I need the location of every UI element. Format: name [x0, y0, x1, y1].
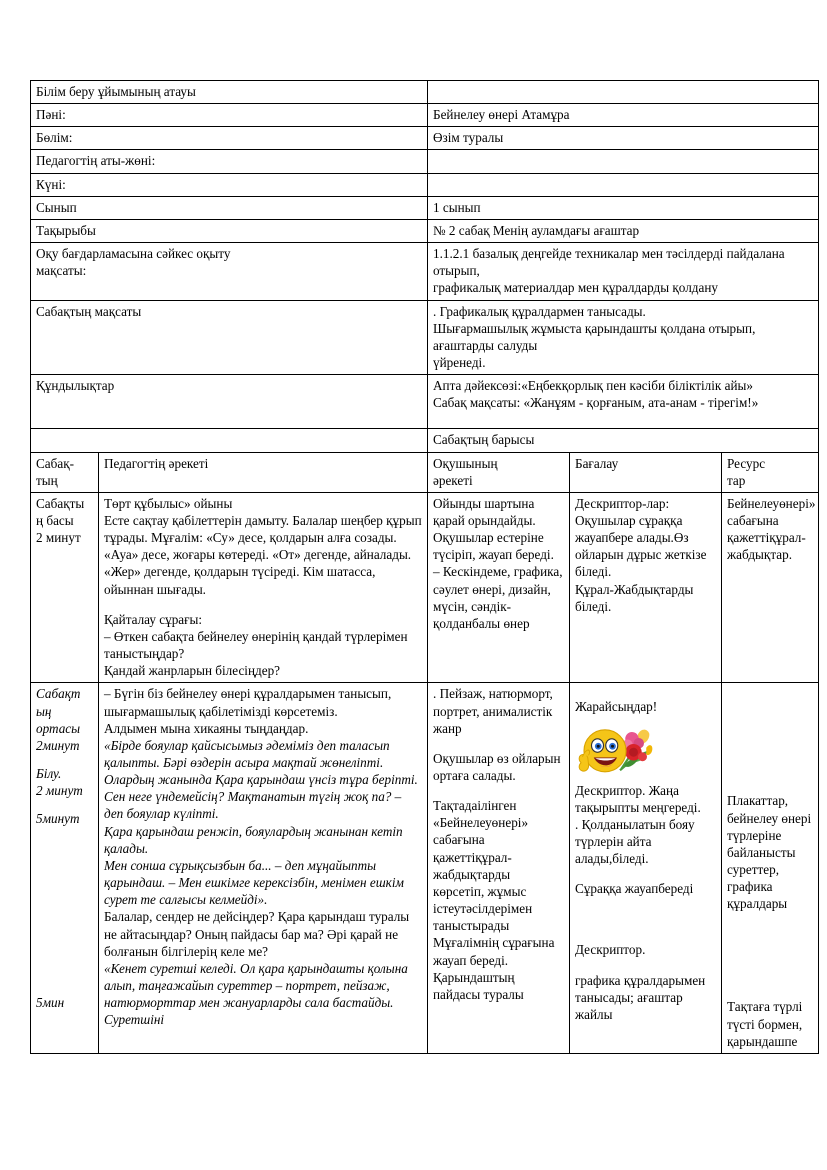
lesson-plan-table [30, 80, 819, 1054]
values-line2: Сабақ мақсаты: «Жанұям - қорғаным, ата-анам - тірегім!» [433, 395, 759, 411]
column-header-student [428, 452, 570, 492]
curriculum-objective-line1: 1.1.2.1 базалық деңгейде техникалар мен тәсілдерді пайдалана отырып, [433, 246, 785, 279]
table-row-org-name [31, 81, 819, 104]
evaluation-para-3: Құрал-Жабдықтарды біледі. [575, 581, 694, 614]
label-curriculum-objective [31, 243, 428, 300]
column-header-resource [722, 452, 819, 492]
teacher-block-7: Балалар, сендер не дейсіңдер? Қара қарындаш туралы не айтасыңдар? Оның пайдасы бар ма? Әрі қарай не болғанын білгілерің келе ме? [104, 909, 410, 959]
value-subject: Бейнелеу өнері Атамұра [428, 104, 819, 127]
teacher-block-3: «Бірде бояулар қайсысымыз әдеміміз деп таласып қалыпты. Бәрі өздерін асыра мақтай жөнеліпті. Олардың жанында Қара қарындаш үнсіз тұра беріпті. [104, 737, 418, 788]
course-banner-empty-cell [31, 428, 428, 452]
value-lesson-goal [428, 300, 819, 375]
teacher-activity-para-5: Қандай жанрларын білесіңдер? [104, 663, 281, 679]
column-header-evaluation: Бағалау [570, 452, 722, 492]
time-spacer-4 [36, 853, 93, 879]
label-section: Бөлім: [31, 127, 428, 150]
teacher-block-6: Мен сонша сұрықсызбын ба... – деп мұңайыпты қарындаш. – Мен ешкімге керексізбін, менімен ешкім сурет те салғысы келмейді». [104, 857, 404, 908]
lesson-goal-line3: үйренеді. [433, 355, 486, 371]
lesson-middle-time [31, 683, 99, 1054]
lesson-start-time [31, 492, 99, 683]
teacher-activity-para-4: – Өткен сабақта бейнелеу өнерінің қандай түрлерімен таныстыңдар? [104, 628, 408, 662]
lesson-middle-time-line5: Білу. [36, 766, 62, 781]
lesson-start-evaluation [570, 492, 722, 683]
teacher-activity-para-3: Қайталау сұрағы: [104, 611, 203, 627]
resource-para-1: Бейнелеуөнері» сабағына қажеттіқұрал- [727, 495, 816, 546]
lesson-middle-resources [722, 683, 819, 1054]
table-row-teacher-name [31, 150, 819, 173]
value-section: Өзім туралы [428, 127, 819, 150]
smiley-thumbs-up-flowers-emoji [575, 722, 653, 778]
value-values [428, 375, 819, 428]
lesson-start-teacher-activity [99, 492, 428, 683]
column-header-student-line2: әрекеті [433, 472, 473, 488]
column-header-time-line1: Сабақ- [36, 455, 75, 471]
evaluation-block-2: . Қолданылатын бояу түрлерін айта алады,біледі. [575, 816, 695, 867]
evaluation-block-4: Дескриптор. [575, 942, 646, 958]
table-row-date [31, 173, 819, 196]
teacher-block-4: Сен неге үндемейсің? Мақтанатын түгің жоқ па? – деп бояулар күліпті. [104, 789, 402, 822]
column-header-teacher: Педагогтің әрекеті [99, 452, 428, 492]
student-block-1: . Пейзаж, натюрморт, портрет, анималистік жанр [433, 686, 553, 736]
table-row-values [31, 375, 819, 428]
value-date [428, 173, 819, 196]
student-block-2: Оқушылар өз ойларын ортаға салады. [433, 750, 561, 783]
time-spacer-2 [36, 799, 93, 810]
table-row-curriculum-objective [31, 243, 819, 300]
resource-block-1: Плакаттар, бейнелеу өнері түрлеріне байланысты суреттер, графика құралдары [727, 793, 812, 912]
lesson-middle-time-line6: 2 минут [36, 783, 83, 799]
value-org-name [428, 81, 819, 104]
teacher-block-5: Қара қарындаш ренжіп, бояулардың жанынан кетіп қалады. [104, 823, 403, 856]
time-spacer-8 [36, 957, 93, 983]
column-header-student-line1: Оқушының [433, 455, 498, 471]
lesson-start-student-activity [428, 492, 570, 683]
lesson-start-time-line1: Сабақты [36, 495, 85, 511]
column-header-resource-line1: Ресурс [727, 455, 766, 471]
value-curriculum-objective [428, 243, 819, 300]
values-spacer [433, 412, 813, 425]
column-header-time-line2: тың [36, 472, 58, 488]
lesson-middle-student-activity [428, 683, 570, 1054]
student-activity-para-1: Ойынды шартына қарай орындайды. Оқушылар естеріне түсіріп, жауап береді. [433, 495, 554, 563]
table-row-column-headers [31, 452, 819, 492]
teacher-block-2: Алдымен мына хикаяны тыңдаңдар. [104, 720, 309, 736]
time-spacer-5 [36, 879, 93, 905]
lesson-middle-time-line4: 2минут [36, 737, 80, 753]
lesson-middle-time-line1: Сабақт [36, 686, 81, 702]
lesson-goal-line1: . Графикалық құралдармен танысады. [433, 303, 646, 319]
resource-block-2: Тақтаға түрлі түсті бормен, қарындашпе [727, 999, 803, 1049]
table-row-section [31, 127, 819, 150]
label-values: Құндылықтар [31, 375, 428, 428]
lesson-middle-time-line2: ың [36, 703, 52, 719]
table-row-lesson-middle [31, 683, 819, 1054]
lesson-start-time-line2: ң басы [36, 512, 74, 528]
label-subject: Пәні: [31, 104, 428, 127]
evaluation-top-spacer [575, 685, 716, 698]
lesson-start-resources [722, 492, 819, 683]
curriculum-objective-label-line2: мақсаты: [36, 263, 87, 279]
label-topic: Тақырыбы [31, 219, 428, 242]
value-topic: № 2 сабақ Менің ауламдағы ағаштар [428, 219, 819, 242]
lesson-middle-teacher-activity [99, 683, 428, 1054]
table-row-lesson-start [31, 492, 819, 683]
teacher-block-8: «Кенет суретші келеді. Ол қара қарындашты қолына алып, таңғажайып суреттер – портрет, пейзаж, натюрморттар мен жануарларды сала бастайды. Суретшіні [104, 960, 408, 1028]
value-class: 1 сынып [428, 196, 819, 219]
time-spacer-7 [36, 931, 93, 957]
evaluation-para-1: Дескриптор-лар: [575, 495, 670, 511]
teacher-activity-para-1: Төрт құбылыс» ойыны [104, 495, 233, 511]
column-header-time [31, 452, 99, 492]
student-block-3: Тақтадаілінген «Бейнелеуөнері» сабағына қажеттіқұрал-жабдықтарды көрсетіп, жұмыс істеутәсілдерімен таныстырады Мұғалімнің сұрағына жауап береді. Қарындаштың пайдасы туралы [433, 798, 555, 1002]
evaluation-praise: Жарайсыңдар! [575, 699, 658, 715]
label-date: Күні: [31, 173, 428, 196]
teacher-block-1: – Бүгін біз бейнелеу өнері құралдарымен танысып, шығармашылық қабілетімізді көрсетеміз. [104, 686, 392, 719]
student-activity-para-2: – Кескіндеме, графика, сәулет өнері, дизайн, мүсін, сәндік-қолданбалы өнер [433, 564, 563, 631]
lesson-middle-time-line7: 5минут [36, 811, 80, 827]
table-row-lesson-goal [31, 300, 819, 375]
teacher-activity-para-2: Есте сақтау қабілеттерін дамыту. Балалар шеңбер құрып тұрады. Мұғалім: «Су» десе, қолдарын алға созады. «Ауа» десе, жоғары көтереді. «От» дегенде, айналады. «Жер» дегенде, қолдарын түсіреді. Кім шатасса, ойыннан шығады. [104, 512, 422, 597]
table-row-course-banner [31, 428, 819, 452]
evaluation-block-3: Сұраққа жауапбереді [575, 881, 694, 897]
lesson-start-time-line3: 2 минут [36, 530, 81, 546]
evaluation-block-1: Дескриптор. Жаңа тақырыпты меңгереді. [575, 782, 701, 815]
time-spacer-1 [36, 754, 93, 765]
resource-para-2: жабдықтар. [727, 547, 792, 563]
course-banner-label: Сабақтың барысы [428, 428, 819, 452]
label-class: Сынып [31, 196, 428, 219]
evaluation-para-2: Оқушылар сұраққа жауапбере алады.Өз ойларын дұрыс жеткізе біледі. [575, 512, 707, 580]
label-org-name: Білім беру ұйымының атауы [31, 81, 428, 104]
table-row-class [31, 196, 819, 219]
time-spacer-6 [36, 905, 93, 931]
lesson-middle-time-line3: ортасы [36, 720, 81, 736]
curriculum-objective-line2: графикалық материалдар мен құралдарды қолдану [433, 280, 718, 296]
curriculum-objective-label-line1: Оқу бағдарламасына сәйкес оқыту [36, 246, 231, 262]
table-row-subject [31, 104, 819, 127]
lesson-middle-evaluation [570, 683, 722, 1054]
evaluation-block-5: графика құралдарымен танысады; ағаштар жайлы [575, 972, 706, 1022]
time-spacer-3 [36, 827, 93, 853]
label-teacher-name: Педагогтің аты-жөні: [31, 150, 428, 173]
time-spacer-9 [36, 983, 93, 994]
label-lesson-goal: Сабақтың мақсаты [31, 300, 428, 375]
table-row-topic [31, 219, 819, 242]
column-header-resource-line2: тар [727, 472, 746, 488]
lesson-goal-line2: Шығармашылық жұмыста қарындашты қолдана отырып, ағаштарды салуды [433, 320, 756, 353]
lesson-middle-time-line8: 5мин [36, 995, 65, 1011]
values-line1: Апта дәйексөзі:«Еңбекқорлық пен кәсіби біліктілік айы» [433, 378, 753, 394]
value-teacher-name [428, 150, 819, 173]
